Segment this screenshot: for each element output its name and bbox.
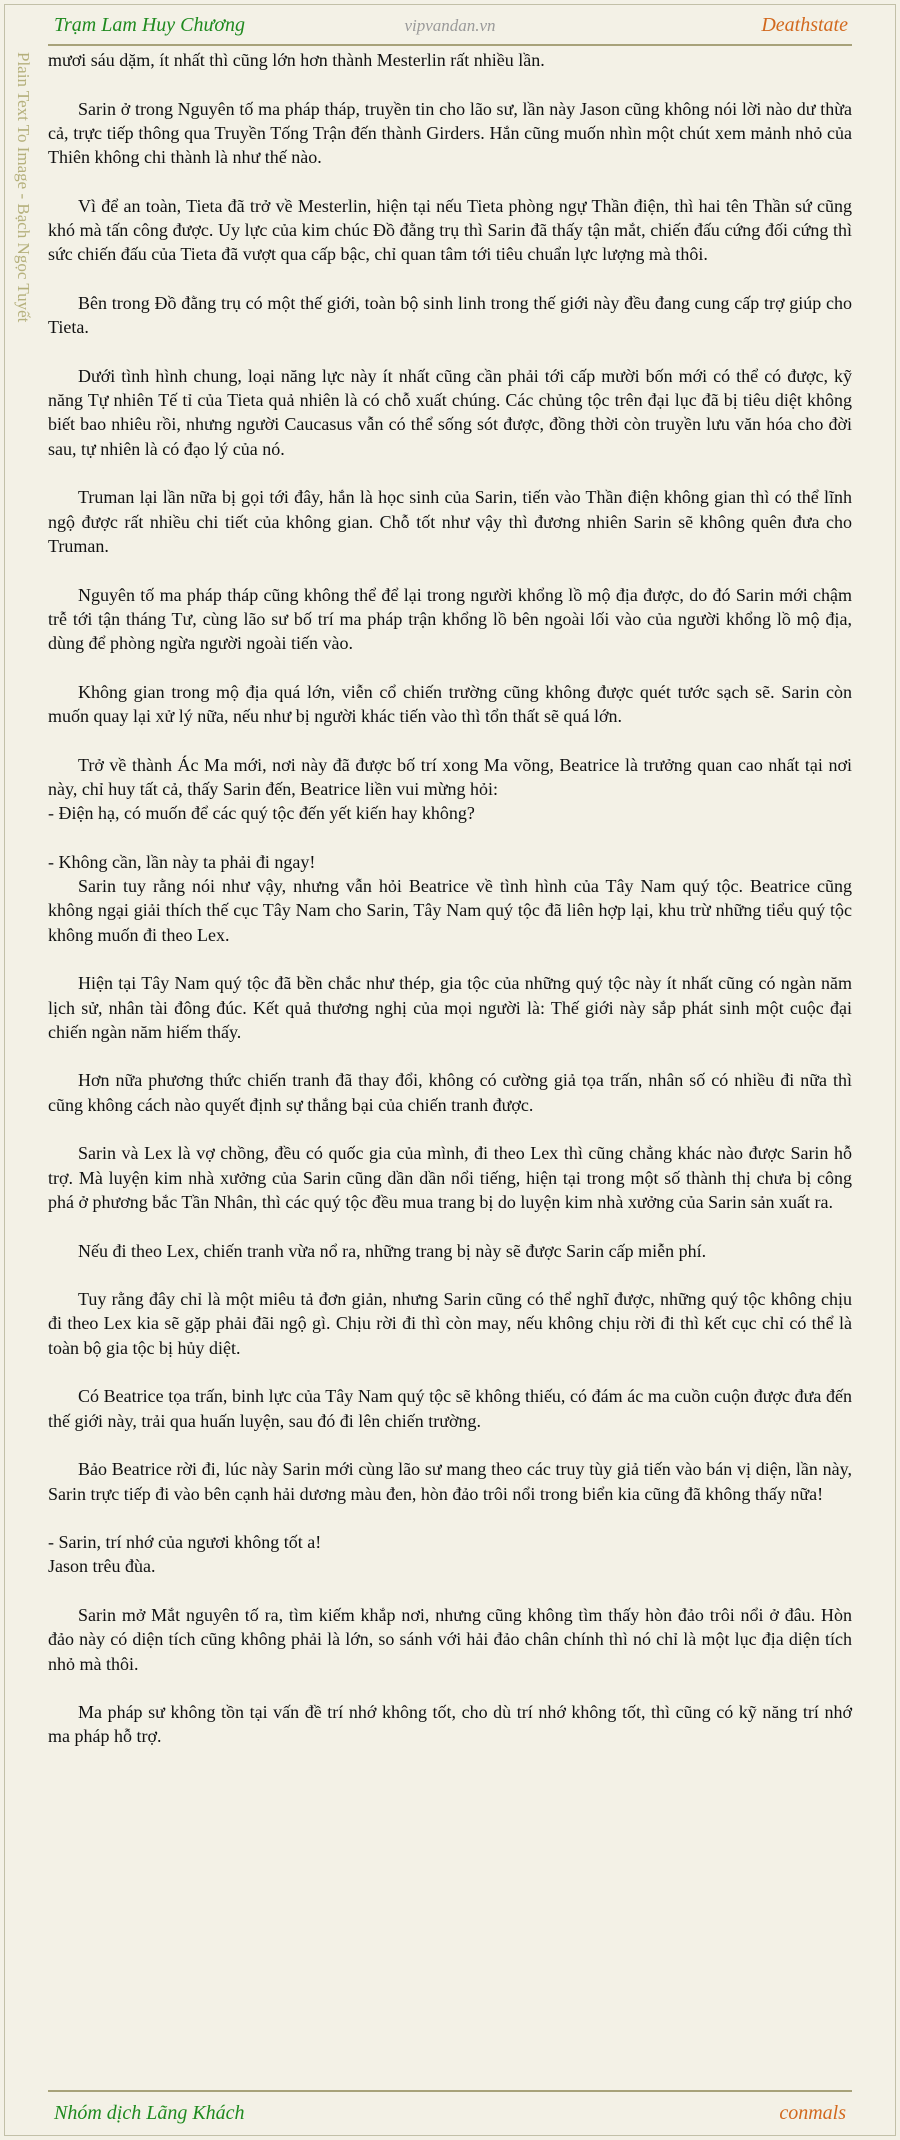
header-rule — [48, 44, 852, 46]
footer-team: Nhóm dịch Lãng Khách — [54, 2102, 245, 2124]
footer-rule — [48, 2090, 852, 2092]
paragraph: Sarin tuy rằng nói như vậy, nhưng vẫn hỏi Beatrice về tình hình của Tây Nam quý tộc. Beatrice cũng không ngại giải thích thế cục Tây Nam cho Sarin, Tây Nam quý tộc đã liên hợp lại, khu trừ những tiểu quý tộc không muốn đi theo Lex. — [48, 876, 852, 945]
paragraph: Có Beatrice tọa trấn, binh lực của Tây Nam quý tộc sẽ không thiếu, có đám ác ma cuồn cuộn được đưa đến thế giới này, trải qua huấn luyện, sau đó đi lên chiến trường. — [48, 1386, 852, 1431]
chapter-body — [48, 48, 852, 1773]
paragraph: Tuy rằng đây chỉ là một miêu tả đơn giản, nhưng Sarin cũng có thể nghĩ được, những quý tộc không chịu đi theo Lex kia sẽ gặp phải đãi ngộ gì. Chịu rời đi thì còn may, nếu không chịu rời đi thì kết cục chỉ có thể là toàn bộ gia tộc bị hủy diệt. — [48, 1289, 852, 1358]
paragraph: Nếu đi theo Lex, chiến tranh vừa nổ ra, những trang bị này sẽ được Sarin cấp miễn phí. — [78, 1240, 707, 1261]
paragraph: Truman lại lần nữa bị gọi tới đây, hắn là học sinh của Sarin, tiến vào Thần điện không gian thì có thể lĩnh ngộ được rất nhiều chi tiết của không gian. Chỗ tốt như vậy thì đương nhiên Sarin sẽ không quên đưa cho Truman. — [48, 487, 852, 556]
paragraph: Sarin ở trong Nguyên tố ma pháp tháp, truyền tin cho lão sư, lần này Jason cũng không nói lời nào dư thừa cả, trực tiếp thông qua Truyền Tống Trận đến thành Girders. Hắn cũng muốn nhìn một chút xem mảnh nhỏ của Thiên không chi thành là như thế nào. — [48, 98, 852, 168]
paragraph: Vì để an toàn, Tieta đã trở về Mesterlin, hiện tại nếu Tieta phòng ngự Thần điện, thì hai tên Thần sứ cũng khó mà tấn công được. Uy lực của kim chúc Đồ đằng trụ thì Sarin đã thấy tận mắt, chiến đấu cứng đối cứng thì sức chiến đấu của Tieta đã vượt qua cấp bậc, chỉ quan tâm tới tiêu chuẩn lực lượng mà thôi. — [48, 195, 852, 265]
side-label-text: Plain Text To Image - Bạch Ngọc Tuyết — [14, 52, 33, 323]
paragraph: Nguyên tố ma pháp tháp cũng không thể để lại trong người khổng lồ mộ địa được, do đó Sarin mới chậm trễ tới tận tháng Tư, cùng lão sư bố trí ma pháp trận khổng lồ bên ngoài lối vào của người khổng lồ mộ địa, dùng để phòng ngừa người ngoài tiến vào. — [48, 584, 852, 654]
header — [48, 6, 852, 42]
header-group-name: Trạm Lam Huy Chương — [54, 14, 246, 36]
paragraph: Hơn nữa phương thức chiến tranh đã thay đổi, không có cường giả tọa trấn, nhân số có nhiều đi nữa thì cũng không cách nào quyết định sự thắng bại của chiến tranh được. — [48, 1070, 852, 1115]
paragraph: Jason trêu đùa. — [48, 1556, 156, 1577]
side-label — [13, 52, 37, 392]
paragraph: mươi sáu dặm, ít nhất thì cũng lớn hơn thành Mesterlin rất nhiều lần. — [48, 50, 545, 70]
header-site: vipvandan.vn — [404, 16, 496, 35]
paragraph: Sarin mở Mắt nguyên tố ra, tìm kiếm khắp nơi, nhưng cũng không tìm thấy hòn đảo trôi nổi ở đâu. Hòn đảo này có diện tích cũng không phải là lớn, so sánh với hải đảo chân chính thì nó chỉ là một lục địa diện tích nhỏ mà thôi. — [48, 1605, 852, 1674]
paragraph: Không gian trong mộ địa quá lớn, viễn cổ chiến trường cũng không được quét tước sạch sẽ. Sarin còn muốn quay lại xử lý nữa, nếu như bị người khác tiến vào thì tổn thất sẽ quá lớn. — [48, 681, 852, 727]
footer-editor: conmals — [779, 2102, 846, 2124]
paragraph: Trở về thành Ác Ma mới, nơi này đã được bố trí xong Ma võng, Beatrice là trưởng quan cao nhất tại nơi này, chỉ huy tất cả, thấy Sarin đến, Beatrice liền vui mừng hỏi: — [48, 754, 852, 799]
paragraph: Dưới tình hình chung, loại năng lực này ít nhất cũng cần phải tới cấp mười bốn mới có thể có được, kỹ năng Tự nhiên Tế tỉ của Tieta quả nhiên là có chỗ xuất chúng. Các chủng tộc trên đại lục đã bị tiêu diệt không biết bao nhiêu rồi, nhưng người Caucasus vẫn có thể sống sót được, đồng thời còn truyền lưu văn hóa cho đời sau, tự nhiên là có đạo lý của nó. — [48, 365, 852, 459]
paragraph: Bên trong Đồ đằng trụ có một thế giới, toàn bộ sinh linh trong thế giới này đều đang cung cấp trợ giúp cho Tieta. — [48, 292, 852, 338]
dialogue-line: - Sarin, trí nhớ của ngươi không tốt a! — [48, 1532, 322, 1553]
header-translator: Deathstate — [761, 14, 848, 36]
paragraph: Bảo Beatrice rời đi, lúc này Sarin mới cùng lão sư mang theo các truy tùy giả tiến vào bán vị diện, lần này, Sarin trực tiếp đi vào bên cạnh hải dương màu đen, hòn đảo trôi nổi trong biển kia cũng đã không thấy nữa! — [48, 1459, 852, 1504]
paragraph: Hiện tại Tây Nam quý tộc đã bền chắc như thép, gia tộc của những quý tộc này ít nhất cũng có ngàn năm lịch sử, nhân tài đông đúc. Kết quả thương nghị của mọi người là: Thế giới này sắp phát sinh một cuộc đại chiến ngàn năm hiếm thấy. — [48, 973, 852, 1042]
dialogue-line: - Không cần, lần này ta phải đi ngay! — [48, 851, 316, 872]
paragraph: Sarin và Lex là vợ chồng, đều có quốc gia của mình, đi theo Lex thì cũng chẳng khác nào được Sarin hỗ trợ. Mà luyện kim nhà xưởng của Sarin cũng dần dần nổi tiếng, hiện tại trong một số thành thị chưa bị công phá ở phương bắc Tần Nhân, thì các quý tộc đều mua trang bị do luyện kim nhà xưởng của Sarin sản xuất ra. — [48, 1143, 852, 1212]
dialogue-line: - Điện hạ, có muốn để các quý tộc đến yết kiến hay không? — [48, 803, 475, 824]
paragraph: Ma pháp sư không tồn tại vấn đề trí nhớ không tốt, cho dù trí nhớ không tốt, thì cũng có kỹ năng trí nhớ ma pháp hỗ trợ. — [48, 1702, 852, 1747]
